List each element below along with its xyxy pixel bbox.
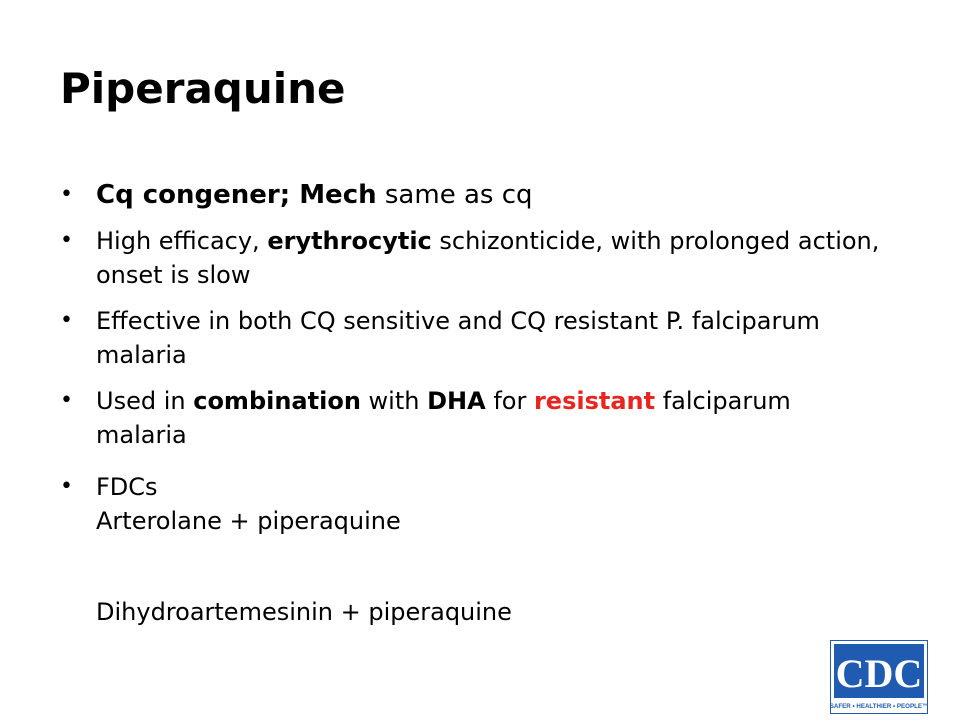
bullet-text: Effective in both CQ sensitive and CQ resistant P. falciparum malaria [96,307,820,369]
bullet-text: FDCs [96,473,158,501]
bullet-item [60,178,880,212]
bullet-text: schizonticide, with prolonged action, onset is slow [96,227,880,289]
fdc-extra-line: Dihydroartemesinin + piperaquine [96,598,512,626]
bullet-dot: • [60,474,73,499]
bullet-text: High efficacy, [96,227,268,255]
bullet-dot: • [60,388,73,413]
bullet-text: for [485,387,534,415]
bullet-dot: • [60,182,73,207]
logo-tagline: SAFER • HEALTHIER • PEOPLE™ [830,703,928,710]
bullet-text-highlight: resistant [533,387,656,415]
bullet-text: Used in [96,387,194,415]
bullet-text: Arterolane + piperaquine [96,507,401,535]
bullet-dot: • [60,228,73,253]
cdc-logo [830,640,928,714]
bullet-text: with [360,387,428,415]
bullet-item [60,304,880,372]
bullet-text: same as cq [376,180,533,210]
logo-text: CDC [835,651,923,696]
bullet-item [60,384,880,452]
bullet-text-bold: erythrocytic [267,227,432,255]
bullet-text-bold: DHA [427,387,486,415]
bullet-list [60,178,880,538]
bullet-text: falciparum malaria [96,387,791,449]
bullet-text-bold: Cq congener; Mech [96,180,377,210]
bullet-item [60,224,880,292]
bullet-item [60,470,880,538]
bullet-text-bold: combination [193,387,361,415]
page-title: Piperaquine [60,64,346,113]
bullet-dot: • [60,308,73,333]
